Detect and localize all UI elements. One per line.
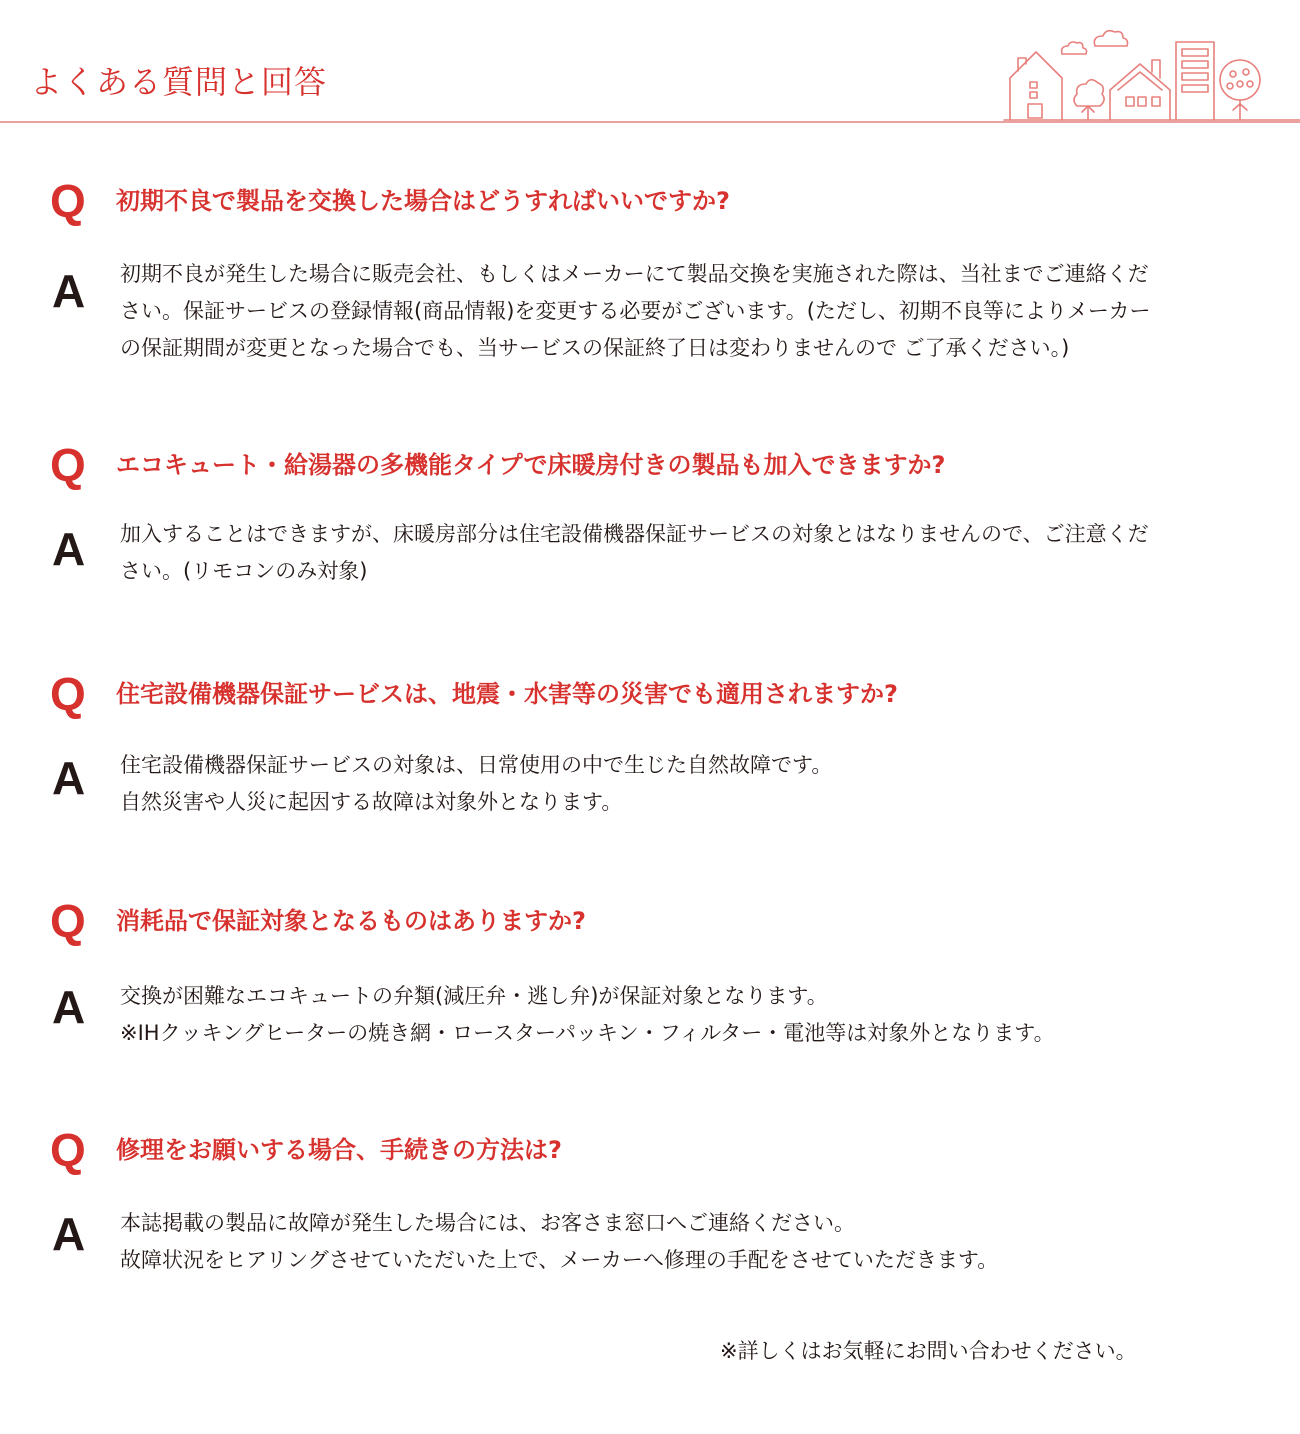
answer-line: 交換が困難なエコキュートの弁類(減圧弁・逃し弁)が保証対象となります。 (120, 984, 828, 1008)
q-mark: Q (50, 895, 86, 947)
answer-text (120, 256, 1260, 367)
a-mark: A (52, 1208, 86, 1260)
footer-note: ※詳しくはお気軽にお問い合わせください。 (720, 1339, 1137, 1363)
a-mark: A (52, 265, 86, 317)
answer-line: 故障状況をヒアリングさせていただいた上で、メーカーへ修理の手配をさせていただきます。 (120, 1248, 999, 1272)
q-mark: Q (50, 175, 86, 227)
answer-line: 初期不良が発生した場合に販売会社、もしくはメーカーにて製品交換を実施された際は、当社までご連絡くだ (120, 262, 1149, 286)
question-text: エコキュート・給湯器の多機能タイプで床暖房付きの製品も加入できますか? (116, 451, 946, 479)
answer-line: ※IHクッキングヒーターの焼き網・ロースターパッキン・フィルター・電池等は対象外となります。 (120, 1021, 1055, 1045)
page-header (0, 0, 1300, 124)
answer-line: さい。(リモコンのみ対象) (120, 559, 368, 583)
question-text: 住宅設備機器保証サービスは、地震・水害等の災害でも適用されますか? (116, 680, 898, 708)
a-mark: A (52, 752, 86, 804)
question-text: 消耗品で保証対象となるものはありますか? (116, 907, 586, 935)
q-mark: Q (50, 668, 86, 720)
answer-text (120, 978, 1260, 1052)
q-mark: Q (50, 439, 86, 491)
answer-line: 自然災害や人災に起因する故障は対象外となります。 (120, 790, 623, 814)
question-text: 修理をお願いする場合、手続きの方法は? (116, 1136, 562, 1164)
answer-line: さい。保証サービスの登録情報(商品情報)を変更する必要がございます。(ただし、初期不良等によりメーカー (120, 299, 1151, 323)
answer-text (120, 747, 1260, 821)
question-text: 初期不良で製品を交換した場合はどうすればいいですか? (116, 187, 730, 215)
answer-line: 住宅設備機器保証サービスの対象は、日常使用の中で生じた自然故障です。 (120, 753, 833, 777)
answer-line: 加入することはできますが、床暖房部分は住宅設備機器保証サービスの対象とはなりませんので、ご注意くだ (120, 522, 1149, 546)
answer-line: の保証期間が変更となった場合でも、当サービスの保証終了日は変わりませんので ご了承ください。) (120, 336, 1070, 360)
answer-text (120, 516, 1260, 590)
a-mark: A (52, 981, 86, 1033)
a-mark: A (52, 523, 86, 575)
town-houses-icon (1000, 26, 1300, 124)
q-mark: Q (50, 1124, 86, 1176)
answer-text (120, 1205, 1260, 1279)
page-title: よくある質問と回答 (30, 63, 328, 101)
answer-line: 本誌掲載の製品に故障が発生した場合には、お客さま窓口へご連絡ください。 (120, 1211, 855, 1235)
